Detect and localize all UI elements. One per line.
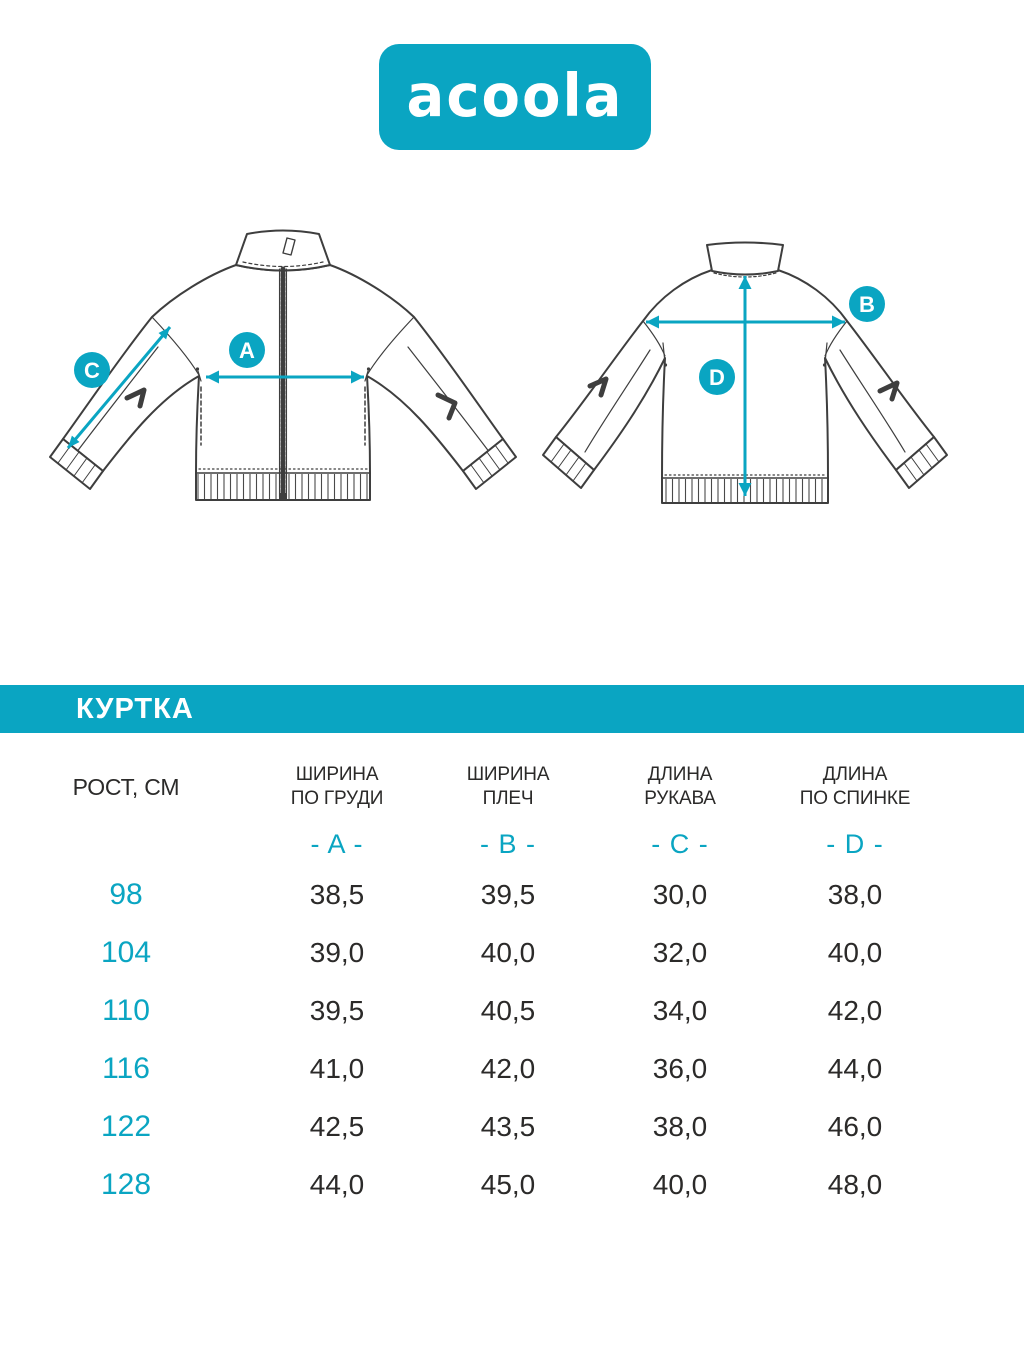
value-cell: 40,0 (827, 937, 883, 968)
brand-logo (379, 44, 651, 150)
size-table-letter-row (0, 822, 1024, 866)
table-row (0, 1156, 1024, 1214)
size-cell: 110 (102, 994, 150, 1027)
table-row (0, 866, 1024, 924)
letter-b: - B - (480, 828, 536, 859)
column-header-c: ДЛИНА РУКАВА (644, 764, 716, 809)
value-cell: 40,0 (480, 937, 536, 968)
table-row (0, 982, 1024, 1040)
value-cell: 40,5 (480, 995, 536, 1026)
size-cell: 128 (100, 1168, 152, 1201)
value-cell: 43,5 (480, 1111, 536, 1142)
size-table-header (0, 752, 1024, 822)
value-cell: 41,0 (309, 1053, 365, 1084)
value-cell: 45,0 (480, 1169, 536, 1200)
jacket-front-drawing (50, 231, 516, 501)
size-cell: 98 (109, 878, 143, 911)
measure-letter-d: D (709, 365, 725, 390)
value-cell: 38,0 (827, 879, 883, 910)
value-cell: 44,0 (309, 1169, 365, 1200)
table-row (0, 1098, 1024, 1156)
value-cell: 38,5 (309, 879, 365, 910)
size-table (0, 752, 1024, 1214)
size-cell: 122 (100, 1110, 152, 1143)
value-cell: 46,0 (827, 1111, 883, 1142)
letter-c: - C - (651, 828, 709, 859)
value-cell: 32,0 (652, 937, 708, 968)
letter-spacer (0, 822, 252, 866)
value-cell: 39,5 (480, 879, 536, 910)
value-cell: 39,0 (309, 937, 365, 968)
letter-d: - D - (826, 828, 884, 859)
size-diagram (0, 205, 1024, 555)
value-cell: 38,0 (652, 1111, 708, 1142)
value-cell: 42,5 (309, 1111, 365, 1142)
measure-letter-b: B (859, 292, 875, 317)
table-row (0, 924, 1024, 982)
size-cell: 104 (100, 936, 152, 969)
value-cell: 34,0 (652, 995, 708, 1026)
value-cell: 48,0 (827, 1169, 883, 1200)
size-cell: 116 (102, 1052, 150, 1085)
section-title: КУРТКА (76, 692, 194, 725)
value-cell: 42,0 (480, 1053, 536, 1084)
letter-a: - A - (310, 828, 364, 859)
value-cell: 42,0 (827, 995, 883, 1026)
measure-letter-a: A (239, 338, 255, 363)
value-cell: 40,0 (652, 1169, 708, 1200)
value-cell: 39,5 (309, 995, 365, 1026)
measure-letter-c: C (84, 358, 100, 383)
brand-logo-text: acoola (406, 62, 624, 131)
value-cell: 30,0 (652, 879, 708, 910)
value-cell: 44,0 (827, 1053, 883, 1084)
value-cell: 36,0 (652, 1053, 708, 1084)
column-header-b: ШИРИНА ПЛЕЧ (466, 764, 550, 809)
column-header-a: ШИРИНА ПО ГРУДИ (290, 764, 384, 809)
column-header-rost: РОСТ, СМ (72, 774, 180, 800)
column-header-d: ДЛИНА ПО СПИНКЕ (799, 764, 911, 809)
section-header-band (0, 685, 1024, 733)
back-collar (707, 243, 783, 275)
table-row (0, 1040, 1024, 1098)
